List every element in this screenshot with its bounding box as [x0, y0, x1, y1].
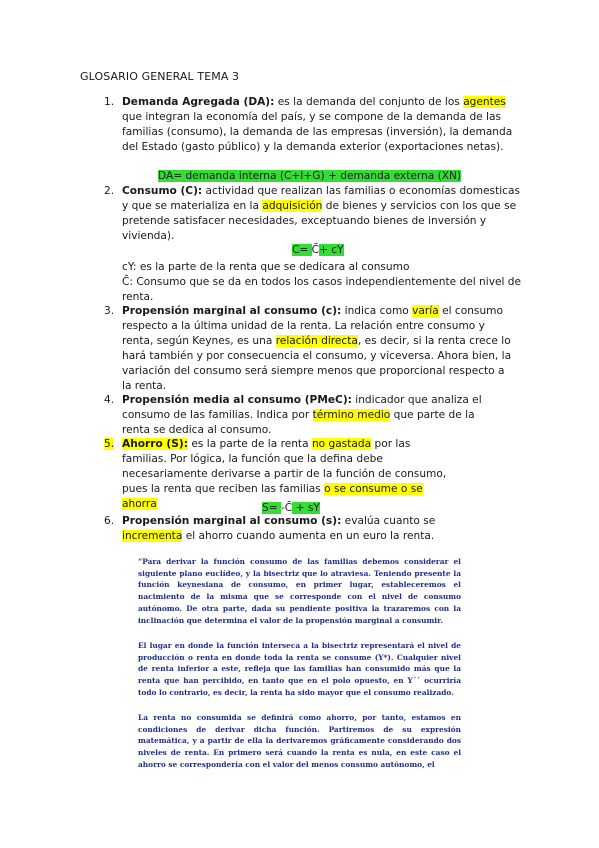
formula-part: S= [262, 502, 281, 514]
item-term: Propensión marginal al consumo (s): [122, 515, 342, 527]
highlight: 5. [104, 438, 115, 450]
item-3-propension-marginal-consumo [122, 304, 517, 394]
item-text: actividad que realizan las familias o economías domesticas y que se materializa en la [122, 185, 521, 212]
highlight: agentes [463, 96, 506, 108]
item-text: de bienes y servicios con los que se pretende satisfacer necesidades, exceptuando bienes de inversión y vivienda). [122, 200, 517, 242]
formula-text: DA= demanda interna (C+I+G) + demanda externa (XN) [158, 170, 462, 182]
note-cy: cY: es la parte de la renta que se dedicara al consumo [122, 261, 410, 273]
item-text: indicador que analiza el consumo de las familias. Indica por [122, 394, 482, 421]
item-text: el ahorro cuando aumenta en un euro la renta. [182, 530, 435, 542]
quote-paragraph-2: El lugar en donde la función interseca a la bisectriz representará el nivel de producción o renta en donde toda la renta se consume (Y*). Cualquier nivel de renta inferior a este, refleja que las familias han consumido más que la renta que han percibido, en tanto que en el polo opuesto, en Y´´ ocurriría todo lo contrario, es decir, la renta ha sido mayor que el consumo realizado. [138, 641, 461, 697]
item-2-consumo [122, 184, 522, 244]
item-term: Consumo (C): [122, 185, 203, 197]
document-title: GLOSARIO GENERAL TEMA 3 [80, 70, 240, 83]
item-6-number: 6. [104, 515, 115, 527]
quote-paragraph-3: La renta no consumida se definirá como ahorro, por tanto, estamos en condiciones de derivar dicha función. Partiremos de su expresión matemática, y a partir de ella la derivaremos gráficamente considerando dos niveles de renta. En primero será cuando la renta es nula, en este caso el ahorro se correspondería con el valor del menos consumo autónomo, el [138, 713, 461, 769]
item-4-propension-media-consumo [122, 393, 502, 438]
item-text: , es decir, si la renta crece lo hará también y por consecuencia el consumo, y viceversa. Ahora bien, la variación del consumo será siempre menos que proporcional respecto a la renta. [122, 335, 512, 392]
item-6-propension-marginal-ahorro [122, 514, 467, 544]
item-text: que integran la economía del país, y se compone de la demanda de las familias (consumo), la demanda de las empresas (inversión), la demanda del Estado (gasto público) y la demanda exterior (exportaciones netas). [122, 111, 513, 153]
formula-part: C̄ [311, 244, 320, 256]
note-c-bar: C̄: Consumo que se da en todos los casos independientemente del nivel de renta. [122, 276, 522, 303]
item-text: que parte de la renta se dedica al consumo. [122, 409, 475, 436]
highlight: adquisición [262, 200, 323, 212]
item-1-number: 1. [104, 96, 115, 108]
item-2-number: 2. [104, 185, 115, 197]
item-5-ahorro [122, 437, 452, 512]
item-text: indica como [341, 305, 413, 317]
formula-consumo [292, 244, 344, 257]
item-5-number [104, 437, 114, 452]
highlight: incrementa [122, 530, 183, 542]
item-4-number: 4. [104, 394, 115, 406]
highlight: no gastada [311, 438, 372, 450]
item-term: Ahorro (S): [122, 438, 188, 450]
highlight: o se consume o se ahorra [122, 483, 423, 510]
quote-paragraph-1: “Para derivar la función consumo de las familias debemos considerar el siguiente plano euclídeo, y la bisectriz que lo atraviesa. Teniendo presente la función keynesiana de consumo, en primer lugar, estableceremos el nacimiento de la misma que se corresponde con el nivel de consumo autónomo. De otra parte, dada su pendiente positiva la trazaremos con la inclinación que determina el valor de la propensión marginal a consumir. [138, 557, 461, 625]
item-3-number: 3. [104, 305, 115, 317]
item-text: es la demanda del conjunto de los [274, 96, 464, 108]
item-term: Propensión media al consumo (PMeC): [122, 394, 352, 406]
item-text: es la parte de la renta [187, 438, 312, 450]
highlight: término medio [312, 409, 391, 421]
item-term: Demanda Agregada (DA): [122, 96, 275, 108]
item-text: evalúa cuanto se [341, 515, 436, 527]
highlight: relación directa [275, 335, 358, 347]
formula-part: + sY [292, 502, 320, 514]
highlight: varía [412, 305, 439, 317]
item-term: Propensión marginal al consumo (c): [122, 305, 342, 317]
formula-part: -C̄ [280, 502, 293, 514]
formula-part: + cY [319, 244, 344, 256]
item-1-demanda-agregada [122, 95, 522, 155]
item-text: el consumo respecto a la última unidad de la renta. La relación entre consumo y renta, según Keynes, es una [122, 305, 503, 347]
item-text: por las familias. Por lógica, la función que la defina debe necesariamente derivarse a partir de la función de consumo, pues la renta que reciben las familias [122, 438, 447, 495]
formula-da [158, 170, 461, 183]
formula-part: C= [292, 244, 312, 256]
